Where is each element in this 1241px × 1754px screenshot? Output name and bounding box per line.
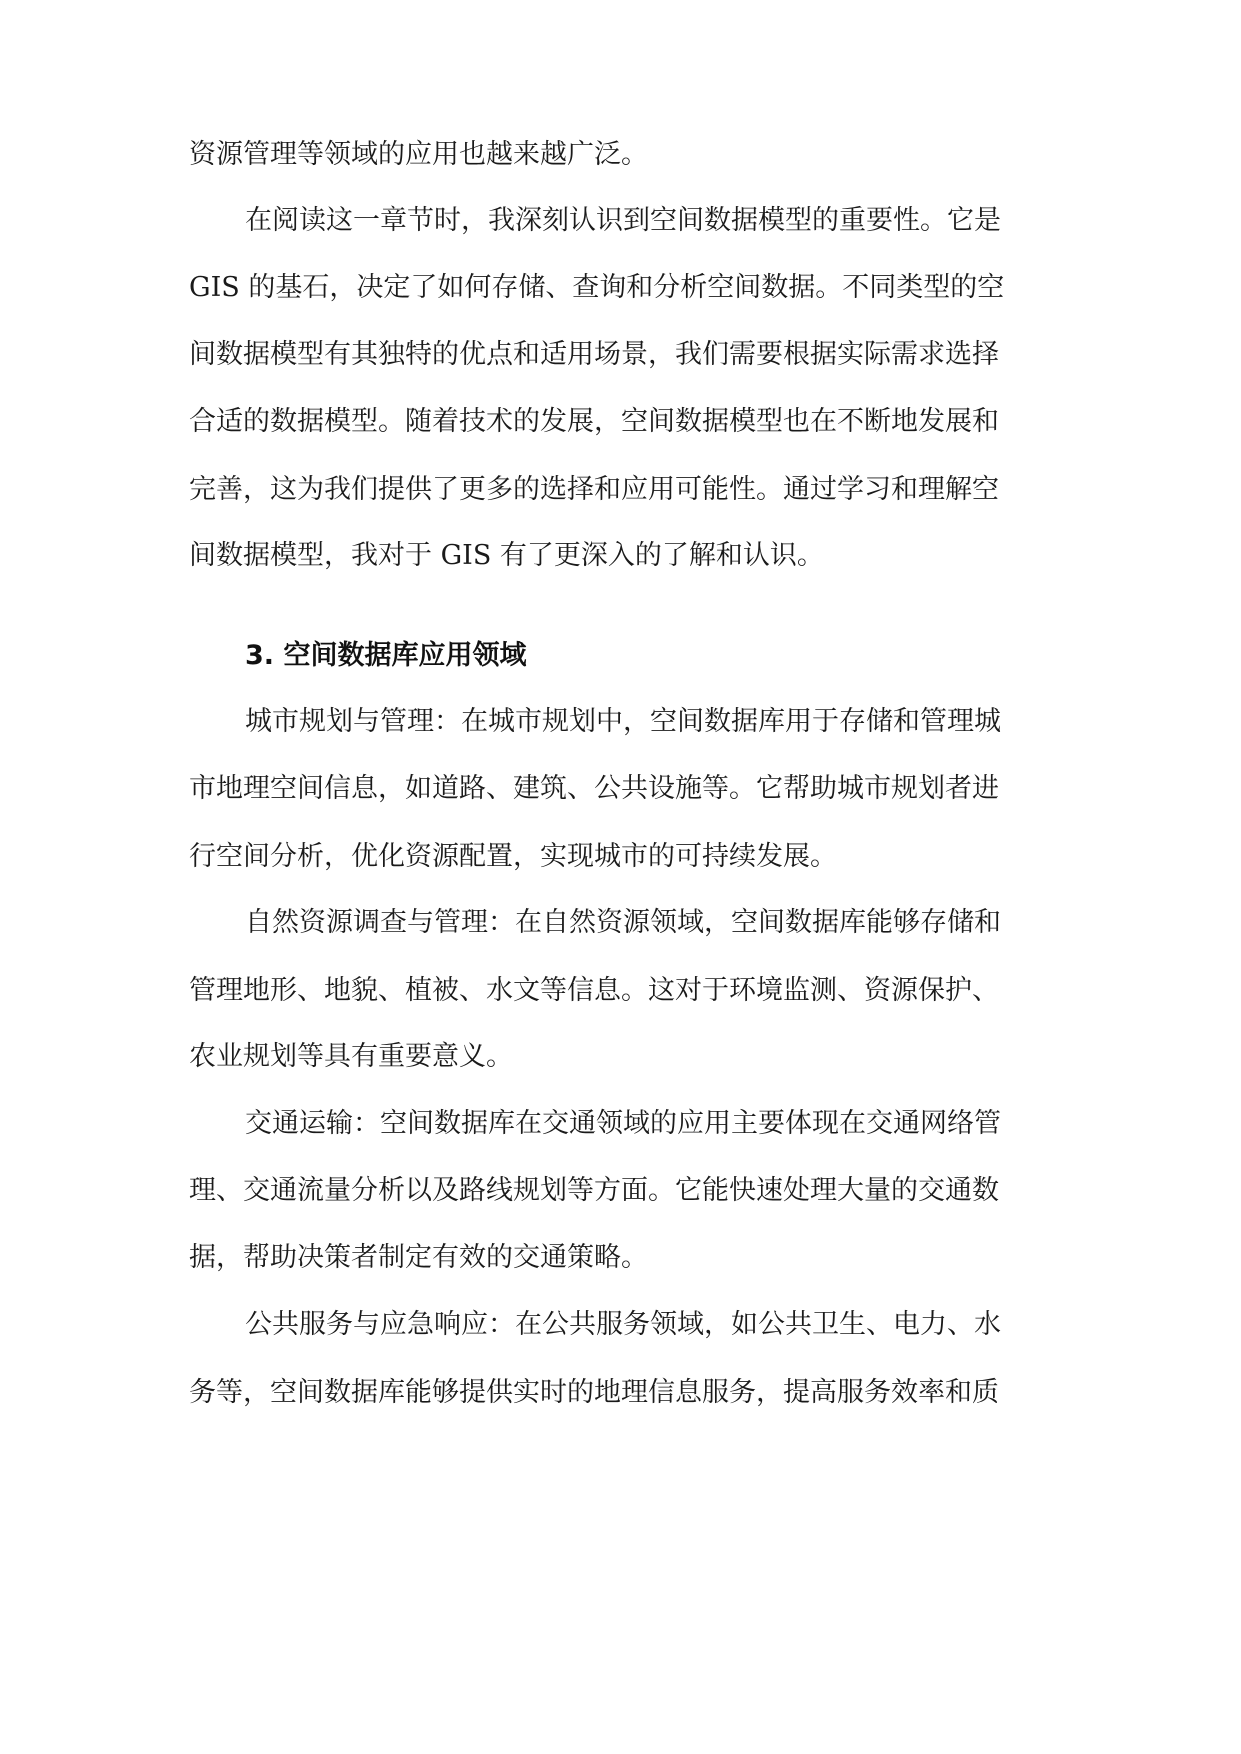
- paragraph-line: GIS 的基石，决定了如何存储、查询和分析空间数据。不同类型的空: [189, 272, 1005, 303]
- paragraph-line: 据，帮助决策者制定有效的交通策略。: [189, 1242, 648, 1273]
- paragraph-line: 市地理空间信息，如道路、建筑、公共设施等。它帮助城市规划者进: [189, 773, 999, 804]
- paragraph-line: 城市规划与管理：在城市规划中，空间数据库用于存储和管理城: [245, 706, 1001, 737]
- paragraph-line: 完善，这为我们提供了更多的选择和应用可能性。通过学习和理解空: [189, 474, 999, 505]
- section-heading: 3. 空间数据库应用领域: [245, 640, 527, 671]
- paragraph-line: 农业规划等具有重要意义。: [189, 1041, 513, 1072]
- paragraph-line: 务等，空间数据库能够提供实时的地理信息服务，提高服务效率和质: [189, 1377, 999, 1408]
- paragraph-line: 合适的数据模型。随着技术的发展，空间数据模型也在不断地发展和: [189, 406, 999, 437]
- paragraph-line: 自然资源调查与管理：在自然资源领域，空间数据库能够存储和: [245, 907, 1001, 938]
- paragraph-line: 管理地形、地貌、植被、水文等信息。这对于环境监测、资源保护、: [189, 975, 999, 1006]
- paragraph-line: 公共服务与应急响应：在公共服务领域，如公共卫生、电力、水: [245, 1309, 1001, 1340]
- paragraph-line: 理、交通流量分析以及路线规划等方面。它能快速处理大量的交通数: [189, 1175, 999, 1206]
- paragraph-line: 交通运输：空间数据库在交通领域的应用主要体现在交通网络管: [245, 1108, 1001, 1139]
- paragraph-line: 在阅读这一章节时，我深刻认识到空间数据模型的重要性。它是: [245, 205, 1001, 236]
- paragraph-line: 资源管理等领域的应用也越来越广泛。: [189, 139, 648, 170]
- paragraph-line: 行空间分析，优化资源配置，实现城市的可持续发展。: [189, 841, 837, 872]
- paragraph-line: 间数据模型，我对于 GIS 有了更深入的了解和认识。: [189, 540, 824, 571]
- paragraph-line: 间数据模型有其独特的优点和适用场景，我们需要根据实际需求选择: [189, 339, 999, 370]
